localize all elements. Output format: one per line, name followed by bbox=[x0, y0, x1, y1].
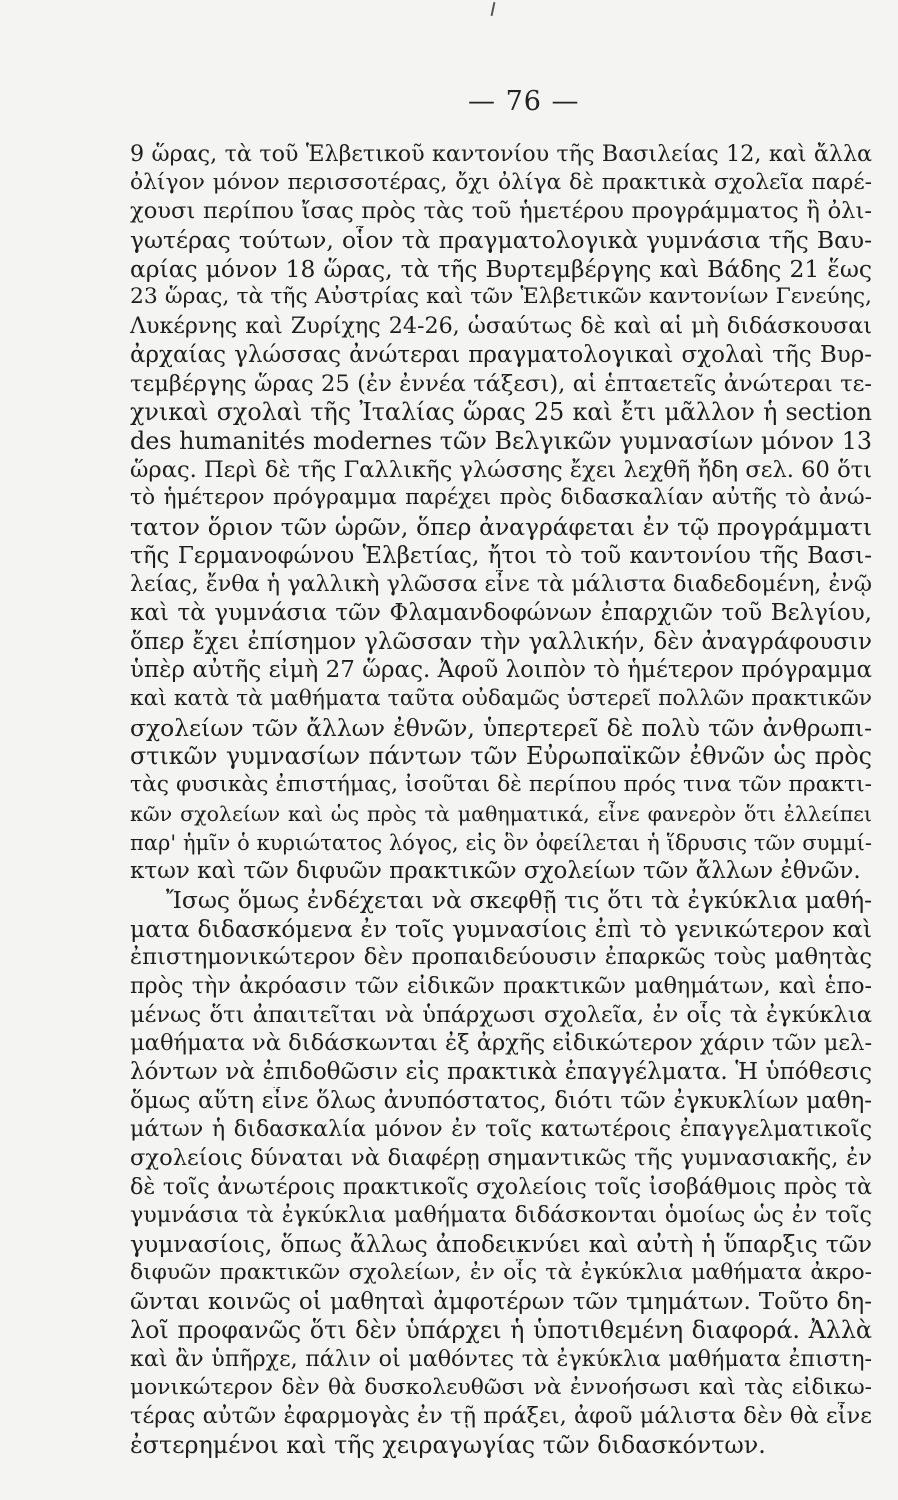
text-line: κῶν σχολείων καὶ ὡς πρὸς τὰ μαθηματικά, εἶνε φανερὸν ὅτι ἐλλείπει bbox=[130, 801, 872, 826]
text-line: πρὸς τὴν ἀκρόασιν τῶν εἰδικῶν πρακτικῶν μαθημάτων, καὶ ἑπο- bbox=[130, 972, 872, 999]
text-line: μένως ὅτι ἀπαιτεῖται νὰ ὑπάρχωσι σχολεῖα, ἐν οἷς τὰ ἐγκύκλια bbox=[130, 1001, 872, 1028]
text-line: τεμβέργης ὥρας 25 (ἐν ἐννέα τάξεσι), αἱ ἑπταετεῖς ἀνώτεραι τε- bbox=[130, 370, 872, 397]
text-line: Λυκέρνης καὶ Ζυρίχης 24-26, ὡσαύτως δὲ καὶ αἱ μὴ διδάσκουσαι bbox=[130, 313, 872, 340]
text-line: καὶ ἂν ὑπῆρχε, πάλιν οἱ μαθόντες τὰ ἐγκύκλια μαθήματα ἐπιστη- bbox=[130, 1345, 872, 1372]
text-line: 9 ὥρας, τὰ τοῦ Ἑλβετικοῦ καντονίου τῆς Βασιλείας 12, καὶ ἄλλα bbox=[130, 141, 872, 167]
text-line: χνικαὶ σχολαὶ τῆς Ἰταλίας ὥρας 25 καὶ ἔτι μᾶλλον ἡ section bbox=[130, 398, 872, 427]
stray-pen-mark bbox=[491, 2, 496, 16]
text-line: λοῖ προφανῶς ὅτι δὲν ὑπάρχει ἡ ὑποτιθεμένη διαφορά. Ἀλλὰ bbox=[130, 1316, 872, 1345]
text-line: des humanités modernes τῶν Βελγικῶν γυμνασίων μόνον 13 bbox=[130, 426, 872, 455]
text-line: δὲ τοῖς ἀνωτέροις πρακτικοῖς σχολείοις τοῖς ἰσοβάθμοις πρὸς τὰ bbox=[130, 1173, 872, 1200]
text-line: λόντων νὰ ἐπιδοθῶσιν εἰς πρακτικὰ ἐπαγγέλματα. Ἡ ὑπόθεσις bbox=[130, 1059, 872, 1085]
text-line: τατον ὅριον τῶν ὡρῶν, ὅπερ ἀναγράφεται ἐν τῷ προγράμματι bbox=[130, 512, 872, 541]
text-line: κτων καὶ τῶν διφυῶν πρακτικῶν σχολείων τῶν ἄλλων ἐθνῶν. bbox=[130, 858, 861, 885]
page-number: — 76 — bbox=[468, 86, 580, 117]
text-line: ἀρχαίας γλώσσας ἀνώτεραι πραγματολογικαὶ σχολαὶ τῆς Βυρ- bbox=[130, 341, 872, 368]
text-line: σχολείοις δύναται νὰ διαφέρῃ σημαντικῶς τῆς γυμνασιακῆς, ἐν bbox=[130, 1145, 872, 1172]
text-line: ἐστερημένοι καὶ τῆς χειραγωγίας τῶν διδασκόντων. bbox=[130, 1430, 766, 1459]
text-line: ματα διδασκόμενα ἐν τοῖς γυμνασίοις ἐπὶ τὸ γενικώτερον καὶ bbox=[130, 914, 872, 943]
text-line: τέρας αὐτῶν ἐφαρμογὰς ἐν τῇ πράξει, ἀφοῦ μάλιστα δὲν θὰ εἶνε bbox=[130, 1403, 872, 1430]
text-line: ἐπιστημονικώτερον δὲν προπαιδεύουσιν ἐπαρκῶς τοὺς μαθητὰς bbox=[130, 944, 872, 971]
text-line: γυμνασίοις, ὅπως ἄλλως ἀποδεικνύει καὶ αὐτὴ ἡ ὕπαρξις τῶν bbox=[130, 1230, 872, 1259]
text-line: μονικώτερον δὲν θὰ δυσκολευθῶσι νὰ ἐννοήσωσι καὶ τὰς εἰδικω- bbox=[130, 1374, 872, 1400]
text-line: καὶ τὰ γυμνάσια τῶν Φλαμανδοφώνων ἐπαρχιῶν τοῦ Βελγίου, bbox=[130, 600, 872, 626]
text-line: μάτων ἡ διδασκαλία μόνον ἐν τοῖς κατωτέροις ἐπαγγελματικοῖς bbox=[130, 1116, 872, 1143]
text-line: μαθήματα νὰ διδάσκωνται ἐξ ἀρχῆς εἰδικώτερον χάριν τῶν μελ- bbox=[130, 1030, 872, 1057]
text-line: ὥρας. Περὶ δὲ τῆς Γαλλικῆς γλώσσης ἔχει λεχθῆ ἤδη σελ. 60 ὅτι bbox=[130, 456, 872, 483]
text-line: σχολείων τῶν ἄλλων ἐθνῶν, ὑπερτερεῖ δὲ πολὺ τῶν ἀνθρωπι- bbox=[130, 713, 872, 742]
text-line: ὅπερ ἔχει ἐπίσημον γλῶσσαν τὴν γαλλικήν, δὲν ἀναγράφουσιν bbox=[130, 628, 872, 655]
body-text bbox=[130, 140, 872, 1460]
text-line: ὅμως αὕτη εἶνε ὅλως ἀνυπόστατος, διότι τῶν ἐγκυκλίων μαθη- bbox=[130, 1087, 872, 1114]
text-line: λείας, ἔνθα ἡ γαλλικὴ γλῶσσα εἶνε τὰ μάλιστα διαδεδομένη, ἐνῷ bbox=[130, 571, 872, 598]
text-line: ῶνται κοινῶς οἱ μαθηταὶ ἀμφοτέρων τῶν τμημάτων. Τοῦτο δη- bbox=[130, 1288, 872, 1315]
text-line: διφυῶν πρακτικῶν σχολείων, ἐν οἷς τὰ ἐγκύκλια μαθήματα ἀκρο- bbox=[130, 1259, 872, 1285]
text-line: στικῶν γυμνασίων πάντων τῶν Εὐρωπαϊκῶν ἐθνῶν ὡς πρὸς bbox=[130, 742, 872, 771]
text-line: τὸ ἡμέτερον πρόγραμμα παρέχει πρὸς διδασκαλίαν αὐτῆς τὸ ἀνώ- bbox=[130, 485, 872, 511]
text-line: καὶ κατὰ τὰ μαθήματα ταῦτα οὐδαμῶς ὑστερεῖ πολλῶν πρακτικῶν bbox=[130, 686, 872, 712]
text-line: τῆς Γερμανοφώνου Ἑλβετίας, ἤτοι τὸ τοῦ καντονίου τῆς Βασι- bbox=[130, 542, 872, 569]
text-line: ὀλίγον μόνον περισσοτέρας, ὄχι ὀλίγα δὲ πρακτικὰ σχολεῖα παρέ- bbox=[130, 169, 872, 195]
text-line: παρ' ἡμῖν ὁ κυριώτατος λόγος, εἰς ὃν ὀφείλεται ἡ ἵδρυσις τῶν συμμί- bbox=[130, 830, 872, 855]
text-line: ὑπὲρ αὐτῆς εἰμὴ 27 ὥρας. Ἀφοῦ λοιπὸν τὸ ἡμέτερον πρόγραμμα bbox=[130, 657, 872, 684]
text-line: αρίας μόνον 18 ὥρας, τὰ τῆς Βυρτεμβέργης καὶ Βάδης 21 ἕως bbox=[130, 254, 872, 283]
text-line: γωτέρας τούτων, οἷον τὰ πραγματολογικὰ γυμνάσια τῆς Βαυ- bbox=[130, 226, 872, 255]
text-line: 23 ὥρας, τὰ τῆς Αὐστρίας καὶ τῶν Ἑλβετικῶν καντονίων Γενεύης, bbox=[130, 284, 872, 310]
text-line: γυμνάσια τὰ ἐγκύκλια μαθήματα διδάσκονται ὁμοίως ὡς ἐν τοῖς bbox=[130, 1202, 872, 1229]
text-line: χουσι περίπου ἴσας πρὸς τὰς τοῦ ἡμετέρου προγράμματος ἢ ὀλι- bbox=[130, 198, 872, 225]
text-line: τὰς φυσικὰς ἐπιστήμας, ἰσοῦται δὲ περίπου πρός τινα τῶν πρακτι- bbox=[130, 772, 872, 798]
text-line: Ἴσως ὅμως ἐνδέχεται νὰ σκεφθῇ τις ὅτι τὰ ἐγκύκλια μαθή- bbox=[166, 885, 872, 914]
